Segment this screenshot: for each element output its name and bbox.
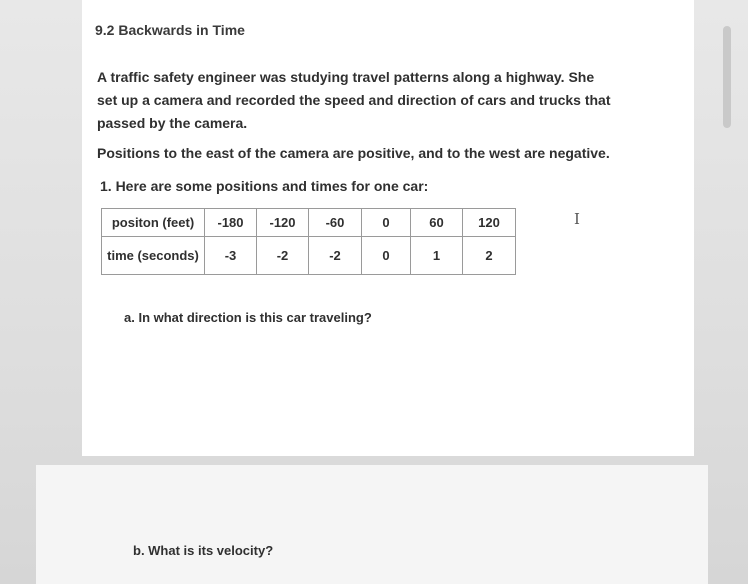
position-cell: 120 (463, 209, 516, 237)
position-cell: 0 (362, 209, 411, 237)
time-cell: 1 (411, 237, 463, 275)
position-cell: -180 (205, 209, 257, 237)
question-a-prompt: a. In what direction is this car traveling? (124, 310, 372, 325)
time-header-cell: time (seconds) (102, 237, 205, 275)
page-title: 9.2 Backwards in Time (95, 22, 245, 38)
position-cell: 60 (411, 209, 463, 237)
question-b-prompt: b. What is its velocity? (133, 543, 274, 558)
time-cell: 2 (463, 237, 516, 275)
answer-card[interactable] (36, 465, 708, 584)
position-time-table (101, 208, 516, 275)
position-header-cell: positon (feet) (102, 209, 205, 237)
vertical-scrollbar[interactable] (723, 26, 731, 128)
time-cell: 0 (362, 237, 411, 275)
position-cell: -120 (257, 209, 309, 237)
time-cell: -2 (257, 237, 309, 275)
intro-paragraph: A traffic safety engineer was studying travel patterns along a highway. She set up a camera and recorded the speed and direction of cars and trucks that passed by the camera. (97, 69, 611, 131)
position-cell: -60 (309, 209, 362, 237)
text-cursor-icon: I (574, 210, 580, 228)
question-1-prompt: 1. Here are some positions and times for one car: (100, 178, 429, 194)
time-cell: -3 (205, 237, 257, 275)
time-cell: -2 (309, 237, 362, 275)
positions-note: Positions to the east of the camera are positive, and to the west are negative. (97, 145, 610, 161)
time-row (102, 237, 516, 275)
position-row (102, 209, 516, 237)
